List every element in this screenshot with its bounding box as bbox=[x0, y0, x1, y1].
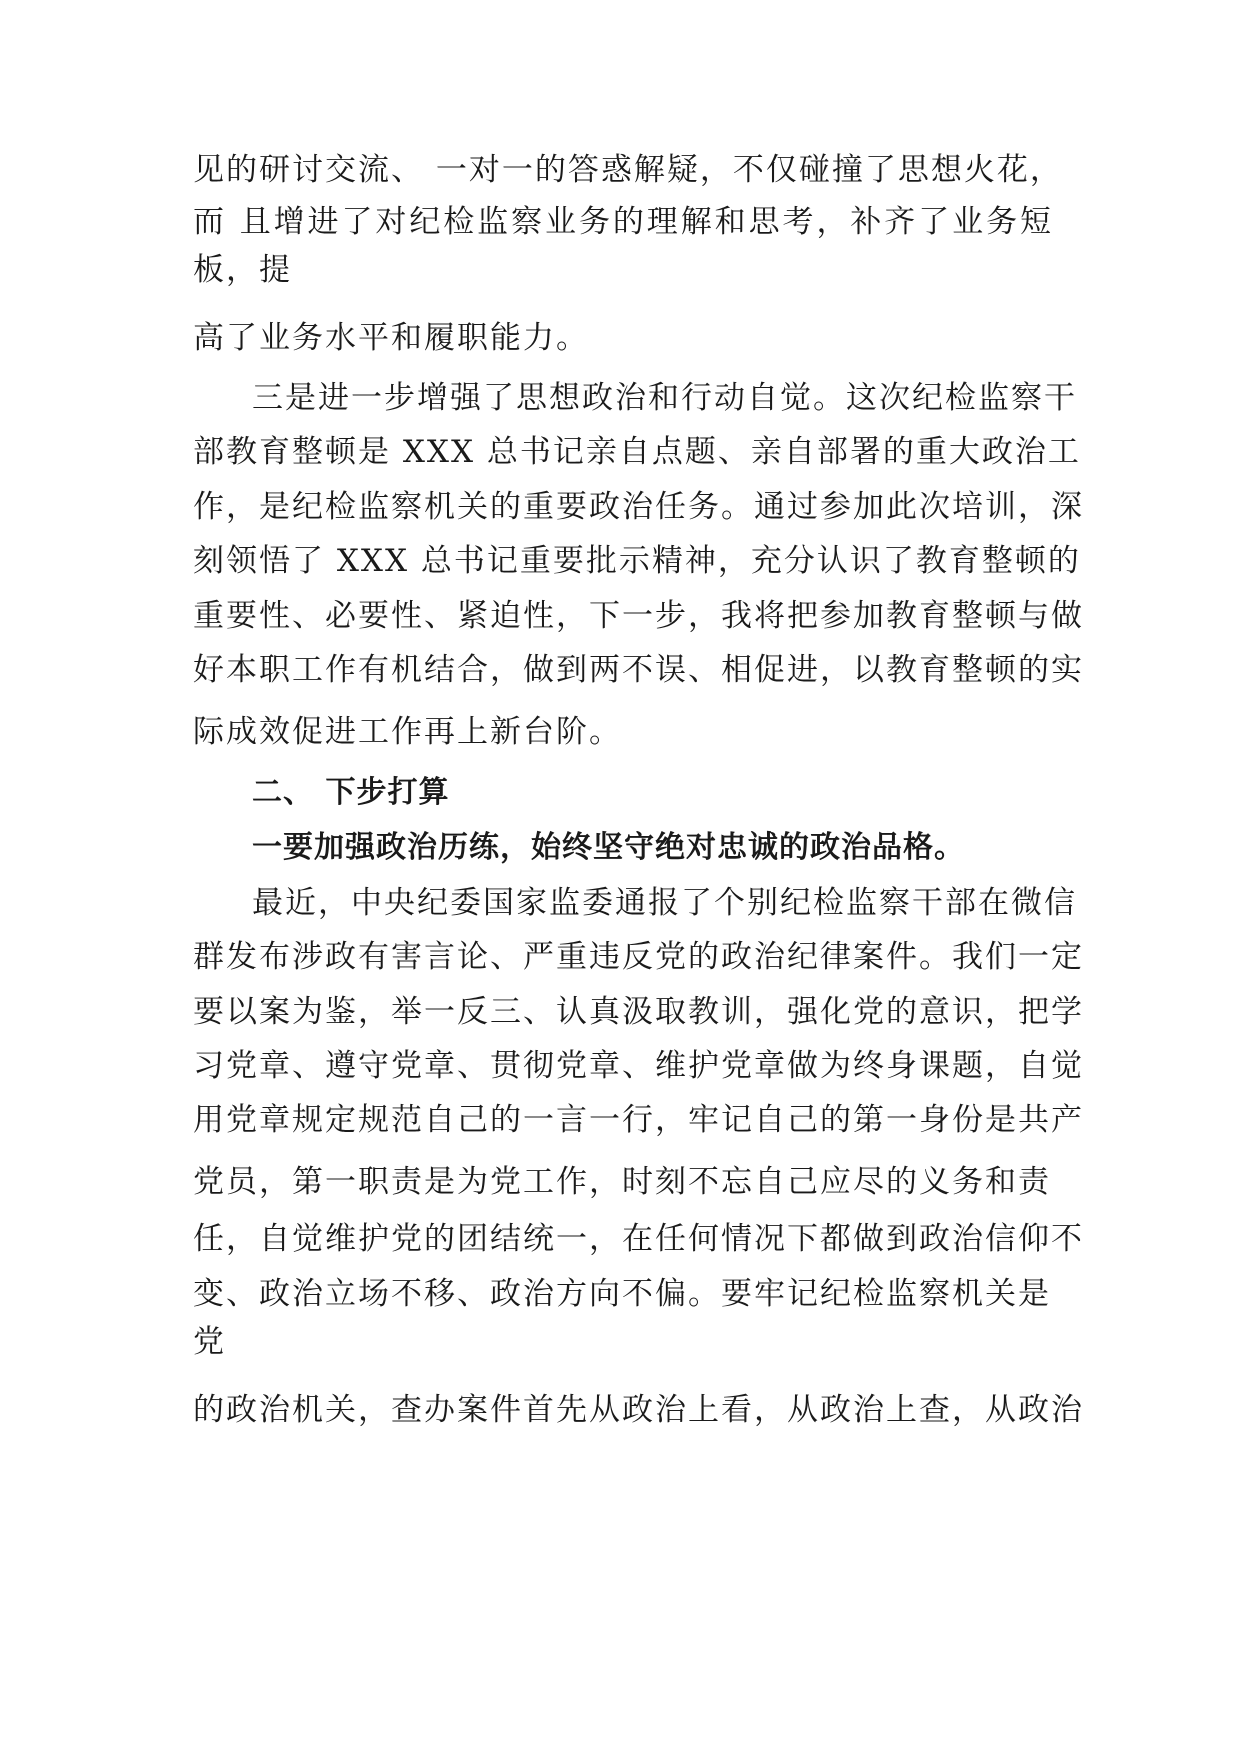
text-line: 作，是纪检监察机关的重要政治任务。通过参加此次培训，深 bbox=[193, 489, 1084, 525]
text-line: 好本职工作有机结合，做到两不误、相促进，以教育整顿的实 bbox=[193, 652, 1084, 688]
section-heading: 二、 下步打算 bbox=[252, 775, 450, 810]
text-line: 际成效促进工作再上新台阶。 bbox=[193, 714, 622, 750]
text-line: 重要性、必要性、紧迫性，下一步，我将把参加教育整顿与做 bbox=[193, 598, 1084, 634]
paragraph-first-line: 三是进一步增强了思想政治和行动自觉。这次纪检监察干 bbox=[252, 380, 1077, 416]
text-line: 见的研讨交流、 一对一的答惑解疑，不仅碰撞了思想火花， bbox=[193, 152, 1063, 188]
text-line: 党员，第一职责是为党工作，时刻不忘自己应尽的义务和责 bbox=[193, 1164, 1051, 1200]
text-line: 变、政治立场不移、政治方向不偏。要牢记纪检监察机关是 bbox=[193, 1276, 1051, 1312]
text-line: 而 且增进了对纪检监察业务的理解和思考，补齐了业务短 bbox=[193, 204, 1053, 240]
text-line: 的政治机关，查办案件首先从政治上看，从政治上查，从政治 bbox=[193, 1392, 1084, 1428]
text-line: 部教育整顿是 XXX 总书记亲自点题、亲自部署的重大政治工 bbox=[193, 434, 1081, 470]
text-line: 习党章、遵守党章、贯彻党章、维护党章做为终身课题，自觉 bbox=[193, 1048, 1084, 1084]
text-line: 党 bbox=[193, 1324, 226, 1360]
text-line: 任，自觉维护党的团结统一，在任何情况下都做到政治信仰不 bbox=[193, 1221, 1084, 1257]
text-line: 板，提 bbox=[193, 252, 292, 288]
text-line: 刻领悟了 XXX 总书记重要批示精神，充分认识了教育整顿的 bbox=[193, 543, 1081, 579]
text-line: 用党章规定规范自己的一言一行，牢记自己的第一身份是共产 bbox=[193, 1102, 1084, 1138]
text-line: 要以案为鉴，举一反三、认真汲取教训，强化党的意识，把学 bbox=[193, 994, 1084, 1030]
subsection-heading: 一要加强政治历练，始终坚守绝对忠诚的政治品格。 bbox=[252, 830, 965, 865]
text-line: 高了业务水平和履职能力。 bbox=[193, 320, 589, 356]
text-line: 群发布涉政有害言论、严重违反党的政治纪律案件。我们一定 bbox=[193, 939, 1084, 975]
paragraph-first-line: 最近，中央纪委国家监委通报了个别纪检监察干部在微信 bbox=[252, 885, 1077, 921]
